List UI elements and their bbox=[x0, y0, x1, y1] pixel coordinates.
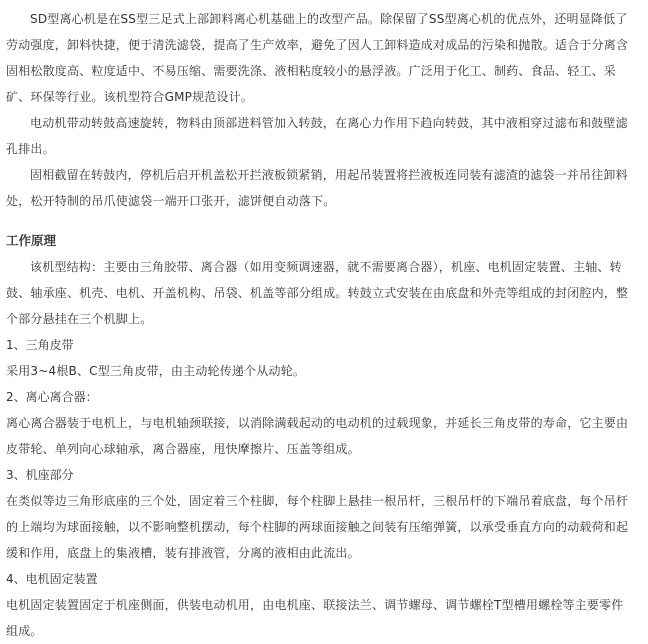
item-body-clutch: 离心离合器装于电机上，与电机轴颈联接，以消除满载起动的电动机的过载现象，并延长三角皮带的寿命，它主要由皮带轮、单列向心球轴承，离合器座，甩快摩擦片、压盖等组成。 bbox=[6, 416, 629, 456]
item-body-motor-mount: 电机固定装置固定于机座侧面，供装电动机用，由电机座、联接法兰、调节螺母、调节螺栓T型槽用螺栓等主要零件组成。 bbox=[6, 598, 624, 638]
intro-paragraph-2: 电动机带动转鼓高速旋转，物料由顶部进料管加入转鼓，在离心力作用下趋向转鼓，其中液相穿过滤布和鼓壁滤孔排出。 bbox=[6, 116, 628, 156]
item-title-clutch: 2、离心离合器： bbox=[6, 390, 98, 404]
structure-paragraph: 该机型结构：主要由三角胶带、离合器（如用变频调速器，就不需要离合器），机座、电机固定装置、主轴、转鼓、轴承座、机壳、电机、开盖机构、吊袋、机盖等部分组成。转鼓立式安装在由底盘和外壳等组成的封闭腔内，整个部分悬挂在三个机脚上。 bbox=[6, 260, 629, 326]
intro-paragraph-3: 固相截留在转鼓内，停机后启开机盖松开拦液板锁紧销，用起吊装置将拦液板连同装有滤渣的滤袋一并吊往卸料处，松开特制的吊爪使滤袋一端开口张开，滤饼便自动落下。 bbox=[6, 168, 628, 208]
item-body-belt: 采用3~4根B、C型三角皮带，由主动轮传递个从动轮。 bbox=[6, 364, 306, 378]
item-body-base: 在类似等边三角形底座的三个处，固定着三个柱脚，每个柱脚上悬挂一根吊杆，三根吊杆的下端吊着底盘，每个吊杆的上端均为球面接触，以不影响整机摆动，每个柱脚的两球面接触之间装有压缩弹簧，以承受垂直方向的动载荷和起缓和作用，底盘上的集液槽，装有排液管，分离的液相由此流出。 bbox=[6, 494, 629, 560]
item-title-base: 3、机座部分 bbox=[6, 468, 74, 482]
item-title-belt: 1、三角皮带 bbox=[6, 338, 74, 352]
item-title-motor-mount: 4、电机固定装置 bbox=[6, 572, 98, 586]
intro-paragraph-1: SD型离心机是在SS型三足式上部卸料离心机基础上的改型产品。除保留了SS型离心机的优点外，还明显降低了劳动强度，卸料快捷，便于清洗滤袋，提高了生产效率，避免了因人工卸料造成对成品的污染和抛散。适合于分离含固相松散度高、粒度适中、不易压缩、需要洗涤、液相粘度较小的悬浮液。广泛用于化工、制药、食品、轻工、采矿、环保等行业。该机型符合GMP规范设计。 bbox=[6, 12, 629, 104]
section-title-principle: 工作原理 bbox=[6, 233, 57, 248]
